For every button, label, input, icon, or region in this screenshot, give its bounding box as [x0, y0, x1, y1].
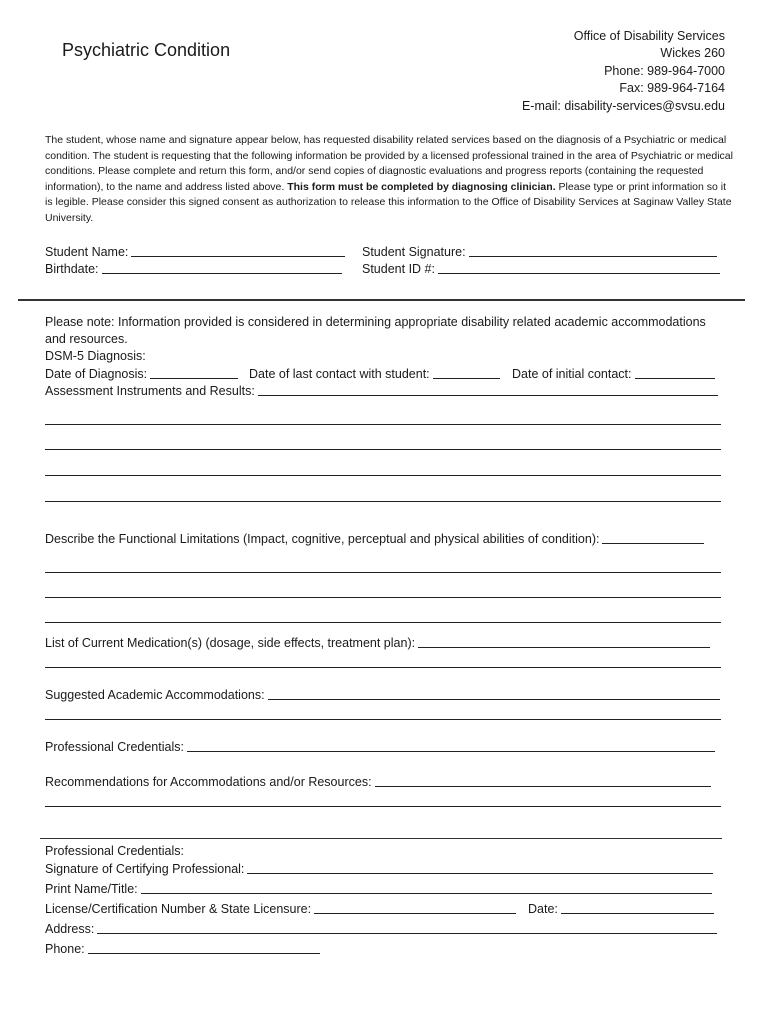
student-id-field[interactable] [362, 262, 720, 276]
address-line[interactable] [97, 932, 717, 934]
intro-bold-text: This form must be completed by diagnosing clinician. [287, 180, 556, 193]
certifying-signature-label: Signature of Certifying Professional: [45, 862, 245, 876]
section-divider [18, 299, 745, 301]
address-label: Address: [45, 922, 95, 936]
blank-line[interactable] [45, 449, 721, 450]
date-last-contact-label: Date of last contact with student: [249, 367, 430, 381]
intro-text-cont: Please type or print information so it is legible. Please consider this signed consent as authorization to release this information to the Office of Disability Services at Saginaw Valley State University. [45, 180, 732, 224]
professional-credentials-line[interactable] [187, 750, 715, 752]
student-signature-line[interactable] [469, 255, 717, 257]
office-location: Wickes 260 [660, 46, 725, 61]
blank-line[interactable] [45, 719, 721, 720]
dsm-label: DSM-5 Diagnosis: [45, 349, 146, 363]
certification-heading: Professional Credentials: [45, 844, 184, 858]
functional-limitations-line[interactable] [602, 542, 704, 544]
date-initial-contact-label: Date of initial contact: [512, 367, 632, 381]
blank-line[interactable] [45, 622, 721, 623]
print-name-line[interactable] [141, 892, 712, 894]
accommodations-field[interactable] [45, 688, 720, 702]
student-id-line[interactable] [438, 272, 720, 274]
blank-line[interactable] [45, 806, 721, 807]
date-initial-contact-line[interactable] [635, 377, 715, 379]
page-title: Psychiatric Condition [62, 40, 231, 60]
blank-line[interactable] [45, 424, 721, 425]
assessment-label: Assessment Instruments and Results: [45, 384, 255, 398]
certifying-signature-line[interactable] [247, 872, 713, 874]
address-field[interactable] [45, 922, 717, 936]
medication-label: List of Current Medication(s) (dosage, side effects, treatment plan): [45, 636, 416, 650]
section-divider [40, 838, 722, 839]
student-id-label: Student ID #: [362, 262, 435, 276]
functional-limitations-field[interactable] [45, 532, 704, 546]
functional-limitations-label: Describe the Functional Limitations (Impact, cognitive, perceptual and physical abilities of condition): [45, 532, 600, 546]
date-last-contact-field[interactable] [249, 367, 500, 381]
date-initial-contact-field[interactable] [512, 367, 715, 381]
intro-text: The student, whose name and signature appear below, has requested disability related services based on the diagnosis of a Psychiatric or medical condition. The student is requesting that the following information be provided by a licensed professional trained in the area of Psychiatric or medical conditions. Please complete and return this form, and/or send copies of diagnostic evaluations and progress reports (containing the requested information), to the name and address listed above. [45, 134, 733, 193]
intro-paragraph [45, 133, 735, 227]
birthdate-field[interactable] [45, 262, 342, 276]
office-fax: Fax: 989-964-7164 [619, 81, 725, 96]
recommendations-label: Recommendations for Accommodations and/or Resources: [45, 775, 372, 789]
print-name-label: Print Name/Title: [45, 882, 138, 896]
license-number-line[interactable] [314, 912, 516, 914]
phone-label: Phone: [45, 942, 85, 956]
blank-line[interactable] [45, 501, 721, 502]
blank-line[interactable] [45, 475, 721, 476]
certification-date-line[interactable] [561, 912, 714, 914]
date-last-contact-line[interactable] [433, 377, 500, 379]
date-of-diagnosis-field[interactable] [45, 367, 238, 381]
assessment-field[interactable] [45, 384, 718, 398]
certification-date-label: Date: [528, 902, 558, 916]
date-of-diagnosis-line[interactable] [150, 377, 238, 379]
date-of-diagnosis-label: Date of Diagnosis: [45, 367, 148, 381]
medication-field[interactable] [45, 636, 710, 650]
blank-line[interactable] [45, 667, 721, 668]
professional-credentials-label: Professional Credentials: [45, 740, 184, 754]
office-contact-block [522, 28, 725, 115]
student-signature-field[interactable] [362, 245, 717, 259]
recommendations-line[interactable] [375, 785, 711, 787]
recommendations-field[interactable] [45, 775, 711, 789]
certification-date-field[interactable] [528, 902, 714, 916]
medication-line[interactable] [418, 646, 710, 648]
office-email: E-mail: disability-services@svsu.edu [521, 98, 725, 113]
phone-field[interactable] [45, 942, 320, 956]
phone-line[interactable] [88, 952, 320, 954]
license-number-label: License/Certification Number & State Licensure: [45, 902, 312, 916]
student-name-line[interactable] [131, 255, 345, 257]
note-line-1: Please note: Information provided is considered in determining appropriate disability related academic accommodations [45, 315, 706, 329]
accommodations-label: Suggested Academic Accommodations: [45, 688, 265, 702]
birthdate-line[interactable] [102, 272, 342, 274]
blank-line[interactable] [45, 572, 721, 573]
note-line-2: and resources. [45, 332, 128, 346]
assessment-line[interactable] [258, 394, 718, 396]
blank-line[interactable] [45, 597, 721, 598]
student-name-label: Student Name: [45, 245, 129, 259]
certifying-signature-field[interactable] [45, 862, 713, 876]
student-name-field[interactable] [45, 245, 345, 259]
student-signature-label: Student Signature: [362, 245, 466, 259]
office-phone: Phone: 989-964-7000 [604, 63, 725, 78]
accommodations-line[interactable] [268, 698, 720, 700]
professional-credentials-field[interactable] [45, 740, 715, 754]
print-name-field[interactable] [45, 882, 712, 896]
license-number-field[interactable] [45, 902, 516, 916]
office-name: Office of Disability Services [573, 29, 725, 43]
birthdate-label: Birthdate: [45, 262, 99, 276]
